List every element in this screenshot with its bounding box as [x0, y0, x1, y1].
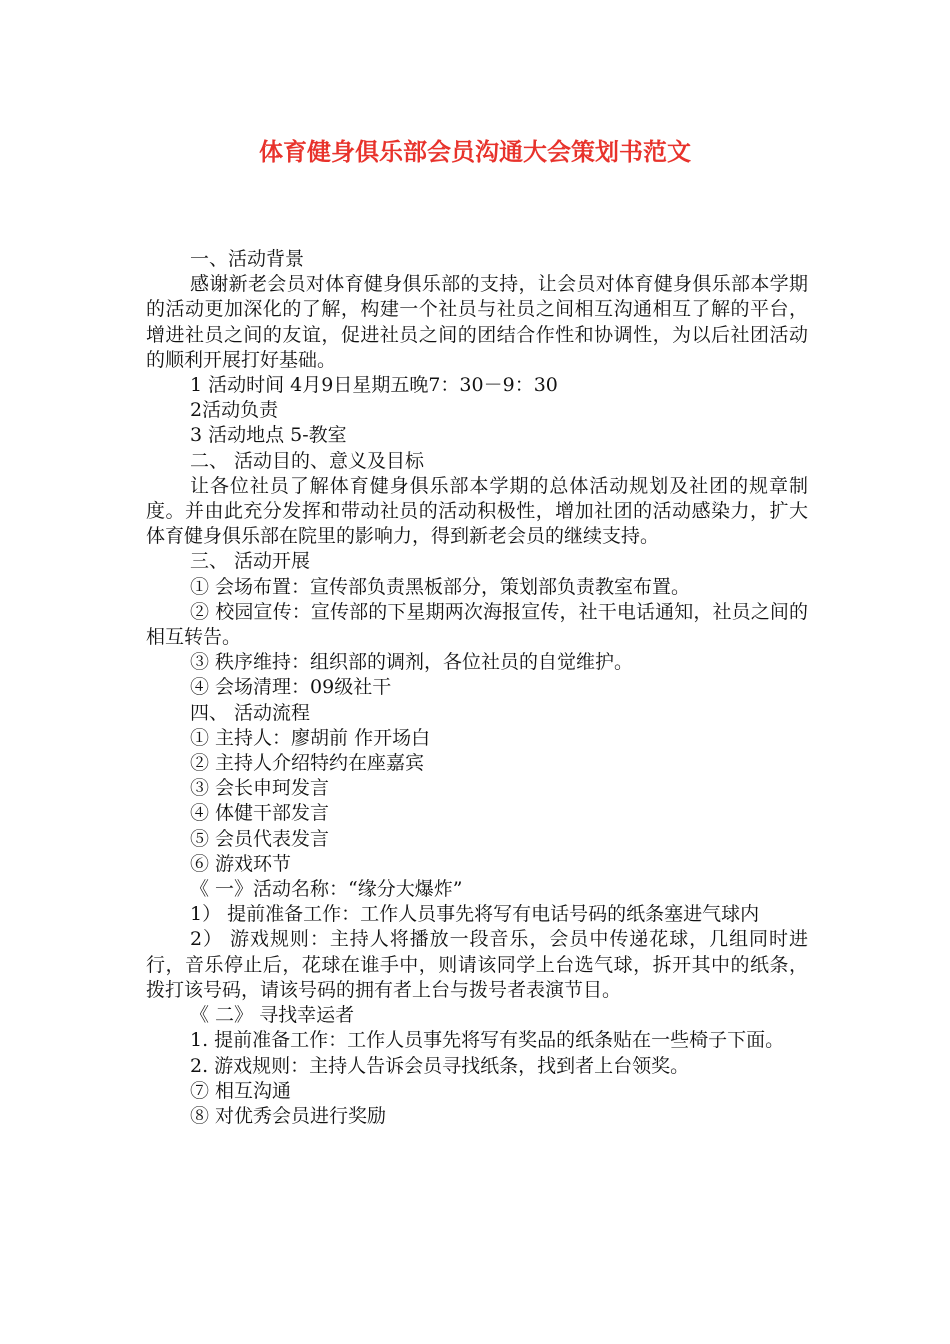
- paragraph-line: 2. 游戏规则：主持人告诉会员寻找纸条，找到者上台领奖。: [190, 1054, 690, 1077]
- section-heading: 一、活动背景: [190, 248, 305, 270]
- section-heading: 二、 活动目的、意义及目标: [190, 449, 425, 472]
- subsection-heading: 《 二》 寻找幸运者: [190, 1004, 355, 1027]
- list-item: ⑦ 相互沟通: [190, 1079, 292, 1102]
- list-item: ③ 会长申珂发言: [190, 777, 330, 800]
- section-heading: 四、 活动流程: [190, 701, 311, 724]
- subsection-heading: 《 一》活动名称：“缘分大爆炸”: [190, 878, 463, 901]
- paragraph-line: 2活动负责: [190, 399, 279, 422]
- paragraph: 1） 提前准备工作：工作人员事先将写有电话号码的纸条塞进气球内: [190, 903, 760, 926]
- list-item: ④ 会场清理：09级社干: [190, 676, 392, 699]
- list-item: ④ 体健干部发言: [190, 802, 330, 825]
- list-item: ① 主持人：廖胡前 作开场白: [190, 726, 431, 749]
- section-heading: 三、 活动开展: [190, 550, 311, 573]
- list-item: ① 会场布置：宣传部负责黑板部分，策划部负责教室布置。: [190, 575, 691, 598]
- list-item: ③ 秩序维持：组织部的调剂，各位社员的自觉维护。: [190, 651, 634, 674]
- paragraph: 感谢新老会员对体育健身俱乐部的支持，让会员对体育健身俱乐部本学期的活动更加深化的了解，构建一个社员与社员之间相互沟通相互了解的平台，增进社员之间的友谊，促进社员之间的团结合作性和协调性，为以后社团活动的顺利开展打好基础。: [146, 273, 808, 371]
- list-item: ② 主持人介绍特约在座嘉宾: [190, 752, 425, 775]
- paragraph-line: 1 活动时间 4月9日星期五晚7：30－9：30: [190, 374, 558, 397]
- paragraph: 1. 提前准备工作：工作人员事先将写有奖品的纸条贴在一些椅子下面。: [190, 1029, 785, 1052]
- paragraph: 2） 游戏规则：主持人将播放一段音乐，会员中传递花球，几组同时进行，音乐停止后，花球在谁手中，则请该同学上台选气球，拆开其中的纸条，拨打该号码，请该号码的拥有者上台与拨号者表演节目。: [146, 928, 808, 1001]
- list-item: ⑧ 对优秀会员进行奖励: [190, 1104, 387, 1127]
- document-title: 体育健身俱乐部会员沟通大会策划书范文: [259, 138, 691, 166]
- paragraph-line: 3 活动地点 5-教室: [190, 424, 347, 447]
- document-body: [146, 247, 808, 1129]
- list-item: ⑥ 游戏环节: [190, 852, 292, 875]
- list-item: ② 校园宣传：宣传部的下星期两次海报宣传，社干电话通知，社员之间的相互转告。: [146, 600, 808, 649]
- paragraph: 让各位社员了解体育健身俱乐部本学期的总体活动规划及社团的规章制度。并由此充分发挥和带动社员的活动积极性，增加社团的活动感染力，扩大体育健身俱乐部在院里的影响力，得到新老会员的继续支持。: [146, 474, 808, 548]
- list-item: ⑤ 会员代表发言: [190, 827, 330, 850]
